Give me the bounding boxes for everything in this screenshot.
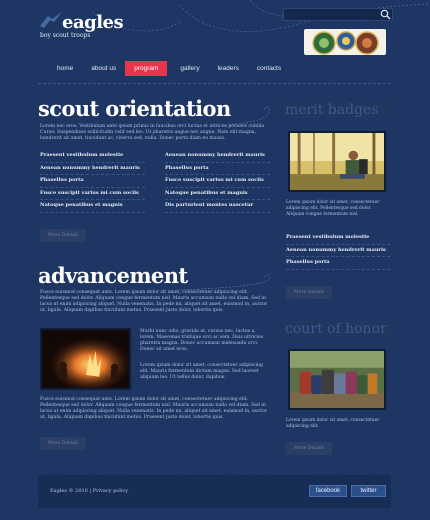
campfire-photo <box>40 328 131 390</box>
merit-badges-title: merit badges <box>283 101 391 119</box>
orientation-title: scout orientation <box>38 96 231 121</box>
nav-program[interactable]: program <box>125 61 167 76</box>
list-item[interactable]: Phasellus porta <box>286 257 390 270</box>
nav-divider <box>38 83 391 84</box>
facebook-button[interactable]: facebook <box>309 485 347 497</box>
twitter-button[interactable]: twitter <box>351 485 386 497</box>
list-item[interactable]: Phasellus porta <box>165 163 270 176</box>
nav-gallery[interactable]: gallery <box>180 65 200 72</box>
orientation-more-details-button[interactable]: More Details <box>40 229 86 242</box>
footer <box>38 475 391 508</box>
advancement-title: advancement <box>38 263 188 288</box>
main-nav <box>48 61 290 76</box>
logo-title[interactable]: eagles <box>62 12 124 33</box>
court-of-honor-text: Lorem ipsum dolor sit amet, consectetuer adipiscing elit. <box>286 418 380 429</box>
orientation-intro: Lorem nec eros. Vestibulum ante ipsum primis in faucibus orci luctus et ultrices posuere cubilia Curae; Suspendisse sollicitudin velit sed leo. Ut pharetra augue nec augue. Nam elit magna, hendrerit sit amet, tincidunt ac, viverra sed, nulla. Donec porta diam eu massa. <box>40 124 265 141</box>
nav-contacts[interactable]: contacts <box>256 65 282 72</box>
list-item[interactable]: Natoque penatibus et magnis <box>165 188 270 201</box>
orientation-links-right <box>165 150 270 213</box>
nav-about-us[interactable]: about us <box>91 65 117 72</box>
advancement-paragraph-1: Fusce euismod consequat ante. Lorem ipsum dolor sit amet, consectetuer adipiscing elit. Pellentesque sed dolor. Aliquam congue fermentum nisl. Mauris accumsan nulla vel diam. Sed in lacus ut enim adipiscing aliquet. Nulla venenatis. In pede mi, aliquet sit amet, euismod in, auctor ut, ligula. Aliquam dapibus tincidunt metus. Praesent justo dolor, lobortis quis. <box>40 290 268 313</box>
court-more-details-button[interactable]: More Details <box>286 442 332 455</box>
eagle-logo-icon <box>38 10 64 30</box>
search-input[interactable] <box>283 8 393 21</box>
list-item[interactable]: Fusce suscipit varius mi cum sociis <box>165 175 270 188</box>
court-of-honor-title: court of honor <box>283 320 391 338</box>
list-item[interactable]: Aenean nonummy hendrerit mauris <box>40 163 145 176</box>
advancement-paragraph-2: Fusce euismod consequat ante. Lorem ipsum dolor sit amet, consectetuer adipiscing elit. Pellentesque sed dolor. Aliquam congue fermentum nisl. Mauris accumsan nulla vel diam. Sed in lacus ut enim adipiscing aliquet. Nulla venenatis. In pede mi, aliquet sit amet, euismod in, auctor ut, ligula. Aliquam dapibus tincidunt metus. Praesent justo dolor, lobortis quis. <box>40 397 268 420</box>
logo-subtitle: boy scout troops <box>40 32 91 39</box>
merit-badges-text: Lorem ipsum dolor sit amet, consectetuer adipiscing elit. Pellentesque sed dolor. Aliquam congue fermentum nisl. <box>286 200 380 217</box>
list-item[interactable]: Phasellus porta <box>40 175 145 188</box>
advancement-more-details-button[interactable]: More Details <box>40 437 86 450</box>
footer-copyright[interactable]: Eagles © 2010 | Privacy policy <box>50 488 129 494</box>
orientation-links-left <box>40 150 145 213</box>
list-item[interactable]: Dis parturient montes nascetur <box>165 200 270 213</box>
list-item[interactable]: Aenean nonummy hendrerit mauris <box>286 245 390 258</box>
list-item[interactable]: Aenean nonummy hendrerit mauris <box>165 150 270 163</box>
scout-gear-photo <box>288 349 386 410</box>
list-item[interactable]: Praesent vestibulum molestie <box>286 232 390 245</box>
list-item[interactable]: Praesent vestibulum molestie <box>40 150 145 163</box>
merit-more-details-button[interactable]: More Details <box>286 286 332 299</box>
nav-home[interactable]: home <box>57 65 74 72</box>
scout-forest-photo <box>288 131 386 192</box>
advancement-side-text-1: Morbi nunc odio, gravida at, cursus nec, luctus a, lorem. Maecenas tristique orci ac sem. Duis ultricies pharetra magna. Donec accumsan malesuada orci. Donec sit amet eros. <box>140 329 264 352</box>
list-item[interactable]: Fusce suscipit varius mi cum sociis <box>40 188 145 201</box>
list-item[interactable]: Natoque penatibus et magnis <box>40 200 145 213</box>
advancement-side-text-2: Lorem ipsum dolor sit amet, consectetuer adipiscing elit. Mauris fermentum dictum magna. Sed laoreet aliquam leo. Ut tellus dolor, dapibus. <box>140 363 263 380</box>
nav-leaders[interactable]: leaders <box>217 65 239 72</box>
merit-badges-links <box>286 232 390 270</box>
merit-badges-emblem <box>304 29 386 55</box>
search-icon[interactable] <box>379 8 392 21</box>
